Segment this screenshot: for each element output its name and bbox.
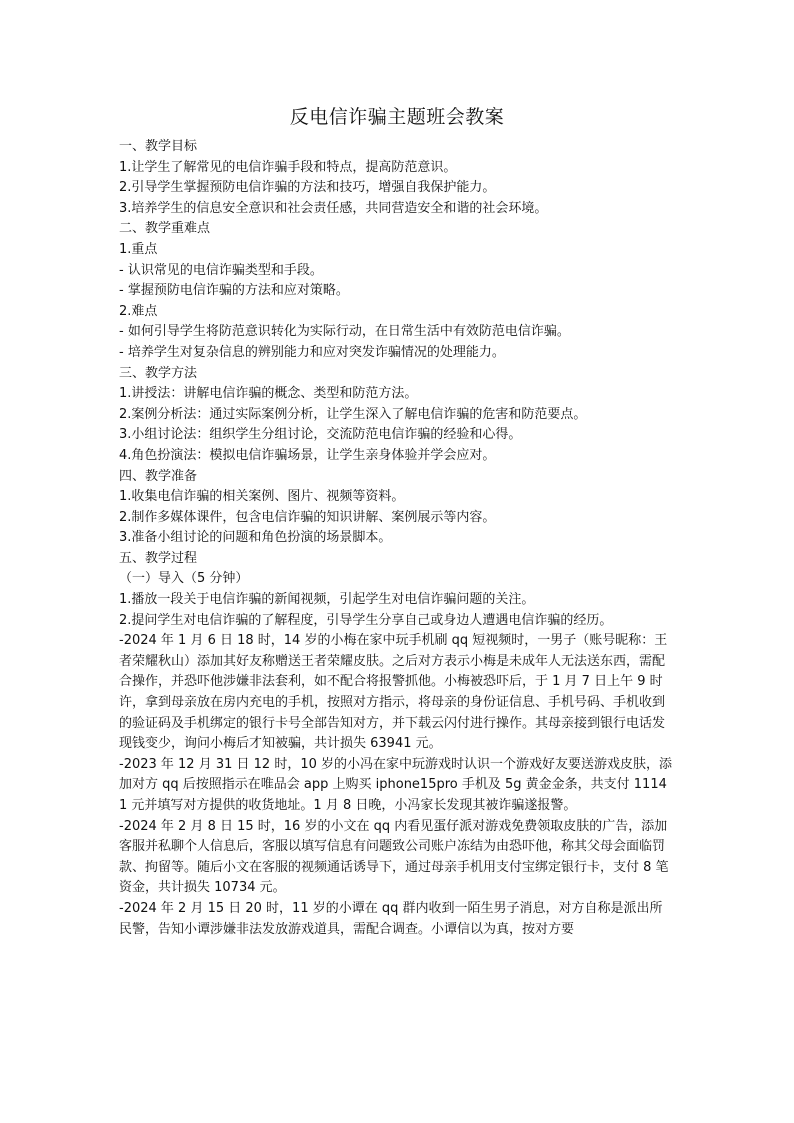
method-item: 1.讲授法：讲解电信诈骗的概念、类型和防范方法。 bbox=[119, 386, 418, 402]
case-paragraph: -2023 年 12 月 31 日 12 时，10 岁的小冯在家中玩游戏时认识一个游戏好友要送游戏皮肤，添加对方 qq 后按照指示在唯品会 app 上购买 iphone15pro 手机及 5g 黄金金条，共支付 11141 元并填写对方提供的收货地址。1 月 8 日晚，小冯家长发现其被诈骗遂报警。 bbox=[119, 756, 673, 813]
key-point-item: - 认识常见的电信诈骗类型和手段。 bbox=[119, 262, 323, 278]
process-item: 2.提问学生对电信诈骗的了解程度，引导学生分享自己或身边人遭遇电信诈骗的经历。 bbox=[119, 612, 613, 628]
method-item: 4.角色扮演法：模拟电信诈骗场景，让学生亲身体验并学会应对。 bbox=[119, 447, 496, 463]
section-heading-focus: 二、教学重难点 bbox=[119, 221, 211, 237]
subheading-key-points: 1.重点 bbox=[119, 241, 158, 257]
method-item: 2.案例分析法：通过实际案例分析，让学生深入了解电信诈骗的危害和防范要点。 bbox=[119, 406, 587, 422]
preparation-item: 2.制作多媒体课件，包含电信诈骗的知识讲解、案例展示等内容。 bbox=[119, 509, 496, 525]
case-paragraph: -2024 年 2 月 15 日 20 时，11 岁的小谭在 qq 群内收到一陌生男子消息，对方自称是派出所民警，告知小谭涉嫌非法发放游戏道具，需配合调查。小谭信以为真，按对方要 bbox=[119, 900, 663, 937]
document-body bbox=[119, 137, 675, 940]
case-paragraph: -2024 年 1 月 6 日 18 时，14 岁的小梅在家中玩手机刷 qq 短视频时，一男子（账号昵称：王者荣耀秋山）添加其好友称赠送王者荣耀皮肤。之后对方表示小梅是未成年人无法送东西，需配合操作，并恐吓他涉嫌非法套利，如不配合将报警抓他。小梅被恐吓后，于 1 月 7 日上午 9 时许，拿到母亲放在房内充电的手机，按照对方指示，将母亲的身份证信息、手机号码、手机收到的验证码及手机绑定的银行卡号全部告知对方，并下载云闪付进行操作。其母亲接到银行电话发现钱变少，询问小梅后才知被骗，共计损失 63941 元。 bbox=[119, 633, 668, 752]
section-heading-preparation: 四、教学准备 bbox=[119, 468, 198, 484]
method-item: 3.小组讨论法：组织学生分组讨论，交流防范电信诈骗的经验和心得。 bbox=[119, 427, 522, 443]
preparation-item: 3.准备小组讨论的问题和角色扮演的场景脚本。 bbox=[119, 530, 392, 546]
subheading-difficulties: 2.难点 bbox=[119, 303, 158, 319]
subheading-intro: （一）导入（5 分钟） bbox=[119, 571, 249, 587]
document-title: 反电信诈骗主题班会教案 bbox=[289, 106, 505, 128]
difficulty-item: - 如何引导学生将防范意识转化为实际行动，在日常生活中有效防范电信诈骗。 bbox=[119, 324, 570, 340]
key-point-item: - 掌握预防电信诈骗的方法和应对策略。 bbox=[119, 283, 349, 299]
case-paragraph: -2024 年 2 月 8 日 15 时，16 岁的小文在 qq 内看见蛋仔派对游戏免费领取皮肤的广告，添加客服并私聊个人信息后，客服以填写信息有问题致公司账户冻结为由恐吓他，称其父母会面临罚款、拘留等。随后小文在客服的视频通话诱导下，通过母亲手机用支付宝绑定银行卡，支付 8 笔资金，共计损失 10734 元。 bbox=[119, 818, 669, 896]
preparation-item: 1.收集电信诈骗的相关案例、图片、视频等资料。 bbox=[119, 489, 405, 505]
section-heading-process: 五、教学过程 bbox=[119, 550, 198, 566]
difficulty-item: - 培养学生对复杂信息的辨别能力和应对突发诈骗情况的处理能力。 bbox=[119, 344, 505, 360]
goal-item: 3.培养学生的信息安全意识和社会责任感，共同营造安全和谐的社会环境。 bbox=[119, 200, 548, 216]
goal-item: 2.引导学生掌握预防电信诈骗的方法和技巧，增强自我保护能力。 bbox=[119, 180, 496, 196]
section-heading-goals: 一、教学目标 bbox=[119, 139, 198, 154]
section-heading-methods: 三、教学方法 bbox=[119, 365, 198, 381]
goal-item: 1.让学生了解常见的电信诈骗手段和特点，提高防范意识。 bbox=[119, 159, 457, 175]
process-item: 1.播放一段关于电信诈骗的新闻视频，引起学生对电信诈骗问题的关注。 bbox=[119, 592, 535, 608]
